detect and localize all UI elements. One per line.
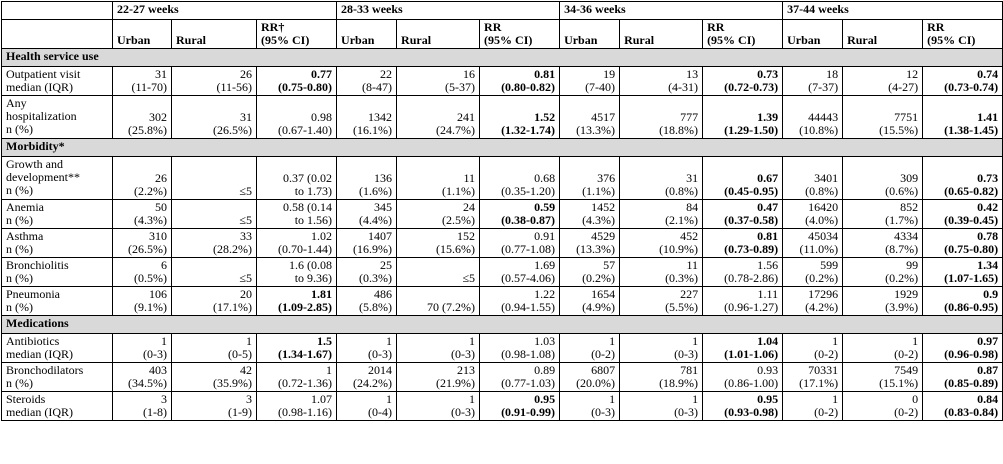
rr-cell: 1.34 (1.07-1.65) — [923, 258, 1003, 287]
rr-cell: 1.56 (0.78-2.86) — [703, 258, 783, 287]
table-row — [2, 258, 1003, 287]
rr-cell: 1.11 (0.96-1.27) — [703, 287, 783, 316]
value-cell: 45034 (11.0%) — [783, 229, 843, 258]
rr-cell: 1.22 (0.94-1.55) — [480, 287, 560, 316]
value-cell: 7549 (15.1%) — [843, 363, 923, 392]
rr-cell: 0.67 (0.45-0.95) — [703, 157, 783, 200]
rural-header: Rural — [620, 20, 703, 49]
value-cell: ≤5 — [172, 200, 257, 229]
row-label: Bronchodilators n (%) — [2, 363, 113, 392]
rr-cell: 0.73 (0.72-0.73) — [703, 67, 783, 96]
section-title: Morbidity* — [2, 139, 1003, 157]
value-cell: 227 (5.5%) — [620, 287, 703, 316]
value-cell: 1 (0-5) — [172, 334, 257, 363]
row-label: Antibiotics median (IQR) — [2, 334, 113, 363]
value-cell: 376 (1.1%) — [560, 157, 620, 200]
value-cell: 3 (1-8) — [113, 392, 172, 421]
value-cell: 1 (0-3) — [113, 334, 172, 363]
rr-cell: 0.81 (0.80-0.82) — [480, 67, 560, 96]
row-label: Bronchiolitis n (%) — [2, 258, 113, 287]
rr-cell: 0.47 (0.37-0.58) — [703, 200, 783, 229]
group-header-37-44: 37-44 weeks — [783, 2, 1003, 20]
value-cell: 1 (0-3) — [337, 334, 397, 363]
section-header-row — [2, 139, 1003, 157]
section-title: Medications — [2, 316, 1003, 334]
row-label: Anemia n (%) — [2, 200, 113, 229]
value-cell: 1 (0-3) — [397, 392, 480, 421]
section-header-row — [2, 49, 1003, 67]
rr-cell: 1 (0.72-1.36) — [257, 363, 337, 392]
value-cell: 11 (1.1%) — [397, 157, 480, 200]
value-cell: 1 (0-2) — [560, 334, 620, 363]
rr-header: RR (95% CI) — [923, 20, 1003, 49]
value-cell: 781 (18.9%) — [620, 363, 703, 392]
header-sub-row — [2, 20, 1003, 49]
value-cell: 25 (0.3%) — [337, 258, 397, 287]
value-cell: 1 (0-2) — [843, 334, 923, 363]
value-cell: 16420 (4.0%) — [783, 200, 843, 229]
rr-cell: 1.6 (0.08 to 9.36) — [257, 258, 337, 287]
rr-header: RR (95% CI) — [703, 20, 783, 49]
value-cell: 452 (10.9%) — [620, 229, 703, 258]
rr-cell: 0.59 (0.38-0.87) — [480, 200, 560, 229]
value-cell: 31 (0.8%) — [620, 157, 703, 200]
value-cell: 1 (0-3) — [620, 392, 703, 421]
value-cell: 1654 (4.9%) — [560, 287, 620, 316]
value-cell: 17296 (4.2%) — [783, 287, 843, 316]
value-cell: 57 (0.2%) — [560, 258, 620, 287]
results-table — [1, 1, 1003, 421]
rr-cell: 0.74 (0.73-0.74) — [923, 67, 1003, 96]
value-cell: 70331 (17.1%) — [783, 363, 843, 392]
urban-header: Urban — [113, 20, 172, 49]
rr-cell: 1.81 (1.09-2.85) — [257, 287, 337, 316]
urban-header: Urban — [337, 20, 397, 49]
value-cell: 84 (2.1%) — [620, 200, 703, 229]
rr-cell: 0.58 (0.14 to 1.56) — [257, 200, 337, 229]
value-cell: 11 (0.3%) — [620, 258, 703, 287]
section-title: Health service use — [2, 49, 1003, 67]
value-cell: 16 (5-37) — [397, 67, 480, 96]
value-cell: 310 (26.5%) — [113, 229, 172, 258]
rr-cell: 1.04 (1.01-1.06) — [703, 334, 783, 363]
rr-header: RR† (95% CI) — [257, 20, 337, 49]
value-cell: 24 (2.5%) — [397, 200, 480, 229]
value-cell: ≤5 — [172, 157, 257, 200]
value-cell: 1 (0-3) — [560, 392, 620, 421]
header-group-row — [2, 2, 1003, 20]
value-cell: 106 (9.1%) — [113, 287, 172, 316]
urban-header: Urban — [560, 20, 620, 49]
value-cell: ≤5 — [397, 258, 480, 287]
value-cell: 31 (11-70) — [113, 67, 172, 96]
value-cell: 1929 (3.9%) — [843, 287, 923, 316]
rr-cell: 0.37 (0.02 to 1.73) — [257, 157, 337, 200]
table-row — [2, 200, 1003, 229]
row-label: Asthma n (%) — [2, 229, 113, 258]
table-row — [2, 157, 1003, 200]
value-cell: 1 (0-4) — [337, 392, 397, 421]
value-cell: 2014 (24.2%) — [337, 363, 397, 392]
header-corner-cell — [2, 2, 113, 20]
urban-header: Urban — [783, 20, 843, 49]
value-cell: 3401 (0.8%) — [783, 157, 843, 200]
value-cell: 345 (4.4%) — [337, 200, 397, 229]
value-cell: 44443 (10.8%) — [783, 96, 843, 139]
value-cell: 6 (0.5%) — [113, 258, 172, 287]
rr-cell: 1.52 (1.32-1.74) — [480, 96, 560, 139]
rural-header: Rural — [172, 20, 257, 49]
value-cell: 42 (35.9%) — [172, 363, 257, 392]
value-cell: 1452 (4.3%) — [560, 200, 620, 229]
rr-cell: 1.02 (0.70-1.44) — [257, 229, 337, 258]
table-row — [2, 67, 1003, 96]
rr-cell: 0.42 (0.39-0.45) — [923, 200, 1003, 229]
group-header-22-27: 22-27 weeks — [113, 2, 337, 20]
value-cell: ≤5 — [172, 258, 257, 287]
value-cell: 152 (15.6%) — [397, 229, 480, 258]
table-row — [2, 334, 1003, 363]
table-row — [2, 392, 1003, 421]
value-cell: 213 (21.9%) — [397, 363, 480, 392]
value-cell: 18 (7-37) — [783, 67, 843, 96]
group-header-34-36: 34-36 weeks — [560, 2, 783, 20]
value-cell: 12 (4-27) — [843, 67, 923, 96]
value-cell: 241 (24.7%) — [397, 96, 480, 139]
row-label: Steroids median (IQR) — [2, 392, 113, 421]
value-cell: 33 (28.2%) — [172, 229, 257, 258]
group-header-28-33: 28-33 weeks — [337, 2, 560, 20]
rr-cell: 1.41 (1.38-1.45) — [923, 96, 1003, 139]
value-cell: 4517 (13.3%) — [560, 96, 620, 139]
table-row — [2, 229, 1003, 258]
rr-cell: 1.5 (1.34-1.67) — [257, 334, 337, 363]
value-cell: 20 (17.1%) — [172, 287, 257, 316]
rr-cell: 1.03 (0.98-1.08) — [480, 334, 560, 363]
rr-cell: 0.9 (0.86-0.95) — [923, 287, 1003, 316]
rr-cell: 0.89 (0.77-1.03) — [480, 363, 560, 392]
value-cell: 1 (0-2) — [783, 392, 843, 421]
rr-cell: 1.39 (1.29-1.50) — [703, 96, 783, 139]
value-cell: 1 (0-2) — [783, 334, 843, 363]
table-row — [2, 363, 1003, 392]
table-row — [2, 96, 1003, 139]
table-body — [2, 2, 1003, 421]
rr-cell: 0.84 (0.83-0.84) — [923, 392, 1003, 421]
rr-header: RR (95% CI) — [480, 20, 560, 49]
value-cell: 13 (4-31) — [620, 67, 703, 96]
value-cell: 486 (5.8%) — [337, 287, 397, 316]
rr-cell: 0.97 (0.96-0.98) — [923, 334, 1003, 363]
value-cell: 1407 (16.9%) — [337, 229, 397, 258]
table-row — [2, 287, 1003, 316]
value-cell: 3 (1-9) — [172, 392, 257, 421]
rural-header: Rural — [843, 20, 923, 49]
section-header-row — [2, 316, 1003, 334]
value-cell: 1 (0-3) — [620, 334, 703, 363]
value-cell: 26 (2.2%) — [113, 157, 172, 200]
rr-cell: 1.69 (0.57-4.06) — [480, 258, 560, 287]
rr-cell: 0.68 (0.35-1.20) — [480, 157, 560, 200]
value-cell: 0 (0-2) — [843, 392, 923, 421]
value-cell: 1342 (16.1%) — [337, 96, 397, 139]
value-cell: 777 (18.8%) — [620, 96, 703, 139]
value-cell: 19 (7-40) — [560, 67, 620, 96]
value-cell: 309 (0.6%) — [843, 157, 923, 200]
rural-header: Rural — [397, 20, 480, 49]
row-label: Outpatient visit median (IQR) — [2, 67, 113, 96]
rr-cell: 0.87 (0.85-0.89) — [923, 363, 1003, 392]
rr-cell: 0.77 (0.75-0.80) — [257, 67, 337, 96]
value-cell: 302 (25.8%) — [113, 96, 172, 139]
row-label: Any hospitalization n (%) — [2, 96, 113, 139]
value-cell: 4334 (8.7%) — [843, 229, 923, 258]
rr-cell: 0.93 (0.86-1.00) — [703, 363, 783, 392]
value-cell: 1 (0-3) — [397, 334, 480, 363]
value-cell: 70 (7.2%) — [397, 287, 480, 316]
value-cell: 31 (26.5%) — [172, 96, 257, 139]
value-cell: 6807 (20.0%) — [560, 363, 620, 392]
row-label: Growth and development** n (%) — [2, 157, 113, 200]
value-cell: 99 (0.2%) — [843, 258, 923, 287]
value-cell: 852 (1.7%) — [843, 200, 923, 229]
rr-cell: 0.91 (0.77-1.08) — [480, 229, 560, 258]
rr-cell: 1.07 (0.98-1.16) — [257, 392, 337, 421]
value-cell: 26 (11-56) — [172, 67, 257, 96]
value-cell: 4529 (13.3%) — [560, 229, 620, 258]
rr-cell: 0.81 (0.73-0.89) — [703, 229, 783, 258]
rr-cell: 0.78 (0.75-0.80) — [923, 229, 1003, 258]
rr-cell: 0.98 (0.67-1.40) — [257, 96, 337, 139]
value-cell: 7751 (15.5%) — [843, 96, 923, 139]
rr-cell: 0.95 (0.93-0.98) — [703, 392, 783, 421]
value-cell: 599 (0.2%) — [783, 258, 843, 287]
rr-cell: 0.95 (0.91-0.99) — [480, 392, 560, 421]
row-label: Pneumonia n (%) — [2, 287, 113, 316]
value-cell: 136 (1.6%) — [337, 157, 397, 200]
header-label-cell — [2, 20, 113, 49]
value-cell: 403 (34.5%) — [113, 363, 172, 392]
value-cell: 22 (8-47) — [337, 67, 397, 96]
rr-cell: 0.73 (0.65-0.82) — [923, 157, 1003, 200]
value-cell: 50 (4.3%) — [113, 200, 172, 229]
